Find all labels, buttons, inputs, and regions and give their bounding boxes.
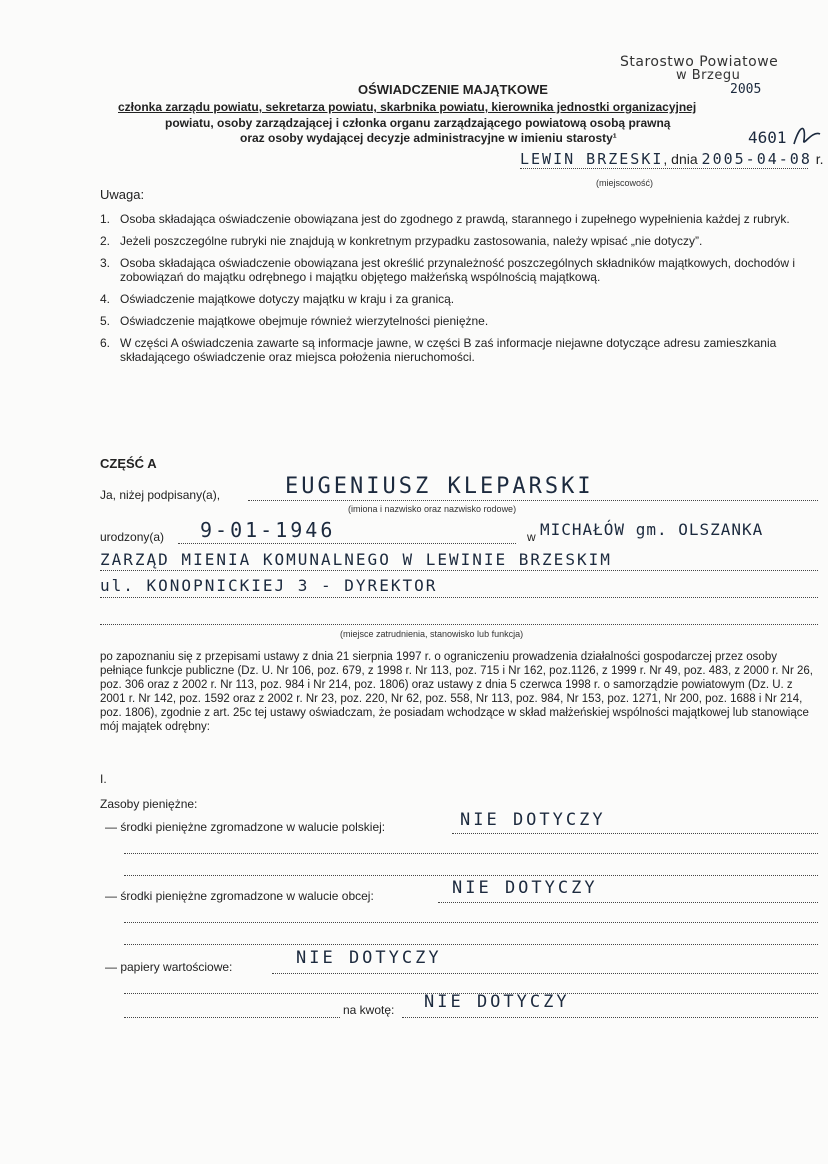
note-item — [100, 256, 820, 284]
employer-underline-2 — [100, 597, 818, 598]
note-item — [100, 336, 820, 364]
pln-funds-value: NIE DOTYCZY — [460, 810, 606, 830]
place-dnia-label: , dnia — [663, 151, 698, 167]
amount-label: na kwotę: — [343, 1003, 395, 1017]
pln-extra-line-1 — [124, 853, 818, 854]
note-item — [100, 314, 820, 328]
office-stamp-line2: w Brzegu — [676, 68, 741, 83]
birth-date: 9-01-1946 — [200, 518, 336, 542]
note-number: 1. — [100, 212, 111, 226]
note-text: Jeżeli poszczególne rubryki nie znajdują w konkretnym przypadku zastosowania, należy wpisać „nie dotyczy”. — [120, 234, 703, 248]
pln-funds-underline — [452, 833, 818, 834]
place-city: LEWIN BRZESKI — [520, 150, 664, 168]
employer-underline-3 — [100, 624, 818, 625]
foreign-funds-value: NIE DOTYCZY — [452, 878, 598, 898]
place-date: 2005-04-08 — [701, 150, 812, 168]
signed-label: Ja, niżej podpisany(a), — [100, 488, 221, 502]
born-label: urodzony(a) — [100, 530, 165, 544]
foreign-extra-line-2 — [124, 944, 818, 945]
amount-underline — [402, 1017, 818, 1018]
legal-statement: po zapoznaniu się z przepisami ustawy z dnia 21 sierpnia 1997 r. o ograniczeniu prowadzenia działalności gospodarczej przez osoby pełniące funkcje publiczne (Dz. U. Nr 106, poz. 679, z 1998 r. Nr 113, poz. 715 i Nr 162, poz.1126, z 1999 r. Nr 49, poz. 483, z 2000 r. Nr 26, poz. 306 oraz z 2002 r. Nr 113, poz. 984 i Nr 214, poz. 1806) oraz ustawy z dnia 5 czerwca 1998 r. o samorządzie powiatowym (Dz. U. z 2001 r. Nr 142, poz. 1592 oraz z 2002 r. Nr 23, poz. 220, Nr 62, poz. 558, Nr 113, poz. 984, Nr 153, poz. 1271, Nr 200, poz. 1688 i Nr 214, poz. 1806), zgodnie z art. 25c tej ustawy oświadczam, że posiadam wchodzące w skład małżeńskiej wspólności majątkowej lub stanowiące mój majątek odrębny: — [100, 651, 813, 733]
form-subtitle-line2: powiatu, osoby zarządzającej i członka organu zarządzającego powiatową osobą prawną — [165, 116, 671, 130]
notes-list — [100, 212, 820, 372]
form-subtitle-line1: członka zarządu powiatu, sekretarza powiatu, skarbnika powiatu, kierownika jednostki organizacyjnej — [118, 100, 697, 114]
note-text: W części A oświadczenia zawarte są informacje jawne, w części B zaś informacje niejawne dotyczące adresu zamieszkania składającego oświadczenie oraz miejsca położenia nieruchomości. — [120, 336, 777, 364]
handwritten-year: 2005 — [730, 82, 762, 97]
amount-value: NIE DOTYCZY — [424, 992, 570, 1012]
notes-heading: Uwaga: — [100, 187, 145, 202]
note-text: Oświadczenie majątkowe dotyczy majątku w kraju i za granicą. — [120, 292, 455, 306]
note-item — [100, 292, 820, 306]
pln-funds-label: — środki pieniężne zgromadzone w walucie polskiej: — [105, 820, 386, 834]
signature-mark — [790, 120, 826, 150]
name-caption: (imiona i nazwisko oraz nazwisko rodowe) — [348, 504, 517, 514]
note-number: 2. — [100, 234, 111, 248]
birth-place-w-label: w — [527, 530, 536, 544]
employer-caption: (miejsce zatrudnienia, stanowisko lub funkcja) — [340, 629, 524, 639]
birth-place: MICHAŁÓW gm. OLSZANKA — [540, 520, 764, 539]
note-number: 4. — [100, 292, 111, 306]
note-text: Oświadczenie majątkowe obejmuje również wierzytelności pieniężne. — [120, 314, 489, 328]
place-caption: (miejscowość) — [596, 178, 654, 188]
foreign-funds-label: — środki pieniężne zgromadzone w walucie obcej: — [105, 889, 374, 903]
section-numeral: I. — [100, 772, 107, 786]
cash-heading: Zasoby pieniężne: — [100, 797, 198, 811]
note-text: Osoba składająca oświadczenie obowiązana jest do zgodnego z prawdą, starannego i zupełnego wypełnienia każdej z rubryk. — [120, 212, 790, 226]
handwritten-number: 4601 — [748, 128, 787, 147]
place-suffix: r. — [815, 151, 824, 167]
foreign-extra-line-1 — [124, 922, 818, 923]
place-date-line — [520, 150, 824, 168]
part-a-heading: CZĘŚĆ A — [100, 456, 157, 471]
employer-line2: ul. KONOPNICKIEJ 3 - DYREKTOR — [100, 576, 438, 595]
securities-value: NIE DOTYCZY — [296, 948, 442, 968]
note-number: 3. — [100, 256, 111, 270]
office-stamp-line1: Starostwo Powiatowe — [620, 54, 779, 70]
name-underline — [248, 500, 818, 501]
note-item — [100, 234, 820, 248]
pln-extra-line-2 — [124, 875, 818, 876]
amount-prefix-line — [124, 1017, 340, 1018]
birth-date-underline — [178, 543, 516, 544]
declarant-name: EUGENIUSZ KLEPARSKI — [285, 474, 594, 499]
place-date-underline — [520, 168, 808, 169]
form-subtitle-line3: oraz osoby wydającej decyzje administracyjne w imieniu starosty¹ — [240, 131, 617, 145]
note-number: 6. — [100, 336, 111, 350]
securities-underline — [272, 973, 818, 974]
form-title: OŚWIADCZENIE MAJĄTKOWE — [358, 82, 548, 97]
note-text: Osoba składająca oświadczenie obowiązana jest określić przynależność poszczególnych składników majątkowych, dochodów i zobowiązań do majątku odrębnego i majątku objętego małżeńską wspólnością majątkową. — [120, 256, 796, 284]
note-item — [100, 212, 820, 226]
securities-label: — papiery wartościowe: — [105, 960, 233, 974]
foreign-funds-underline — [438, 902, 818, 903]
note-number: 5. — [100, 314, 111, 328]
employer-underline-1 — [100, 570, 818, 571]
employer-line1: ZARZĄD MIENIA KOMUNALNEGO W LEWINIE BRZESKIM — [100, 550, 612, 569]
